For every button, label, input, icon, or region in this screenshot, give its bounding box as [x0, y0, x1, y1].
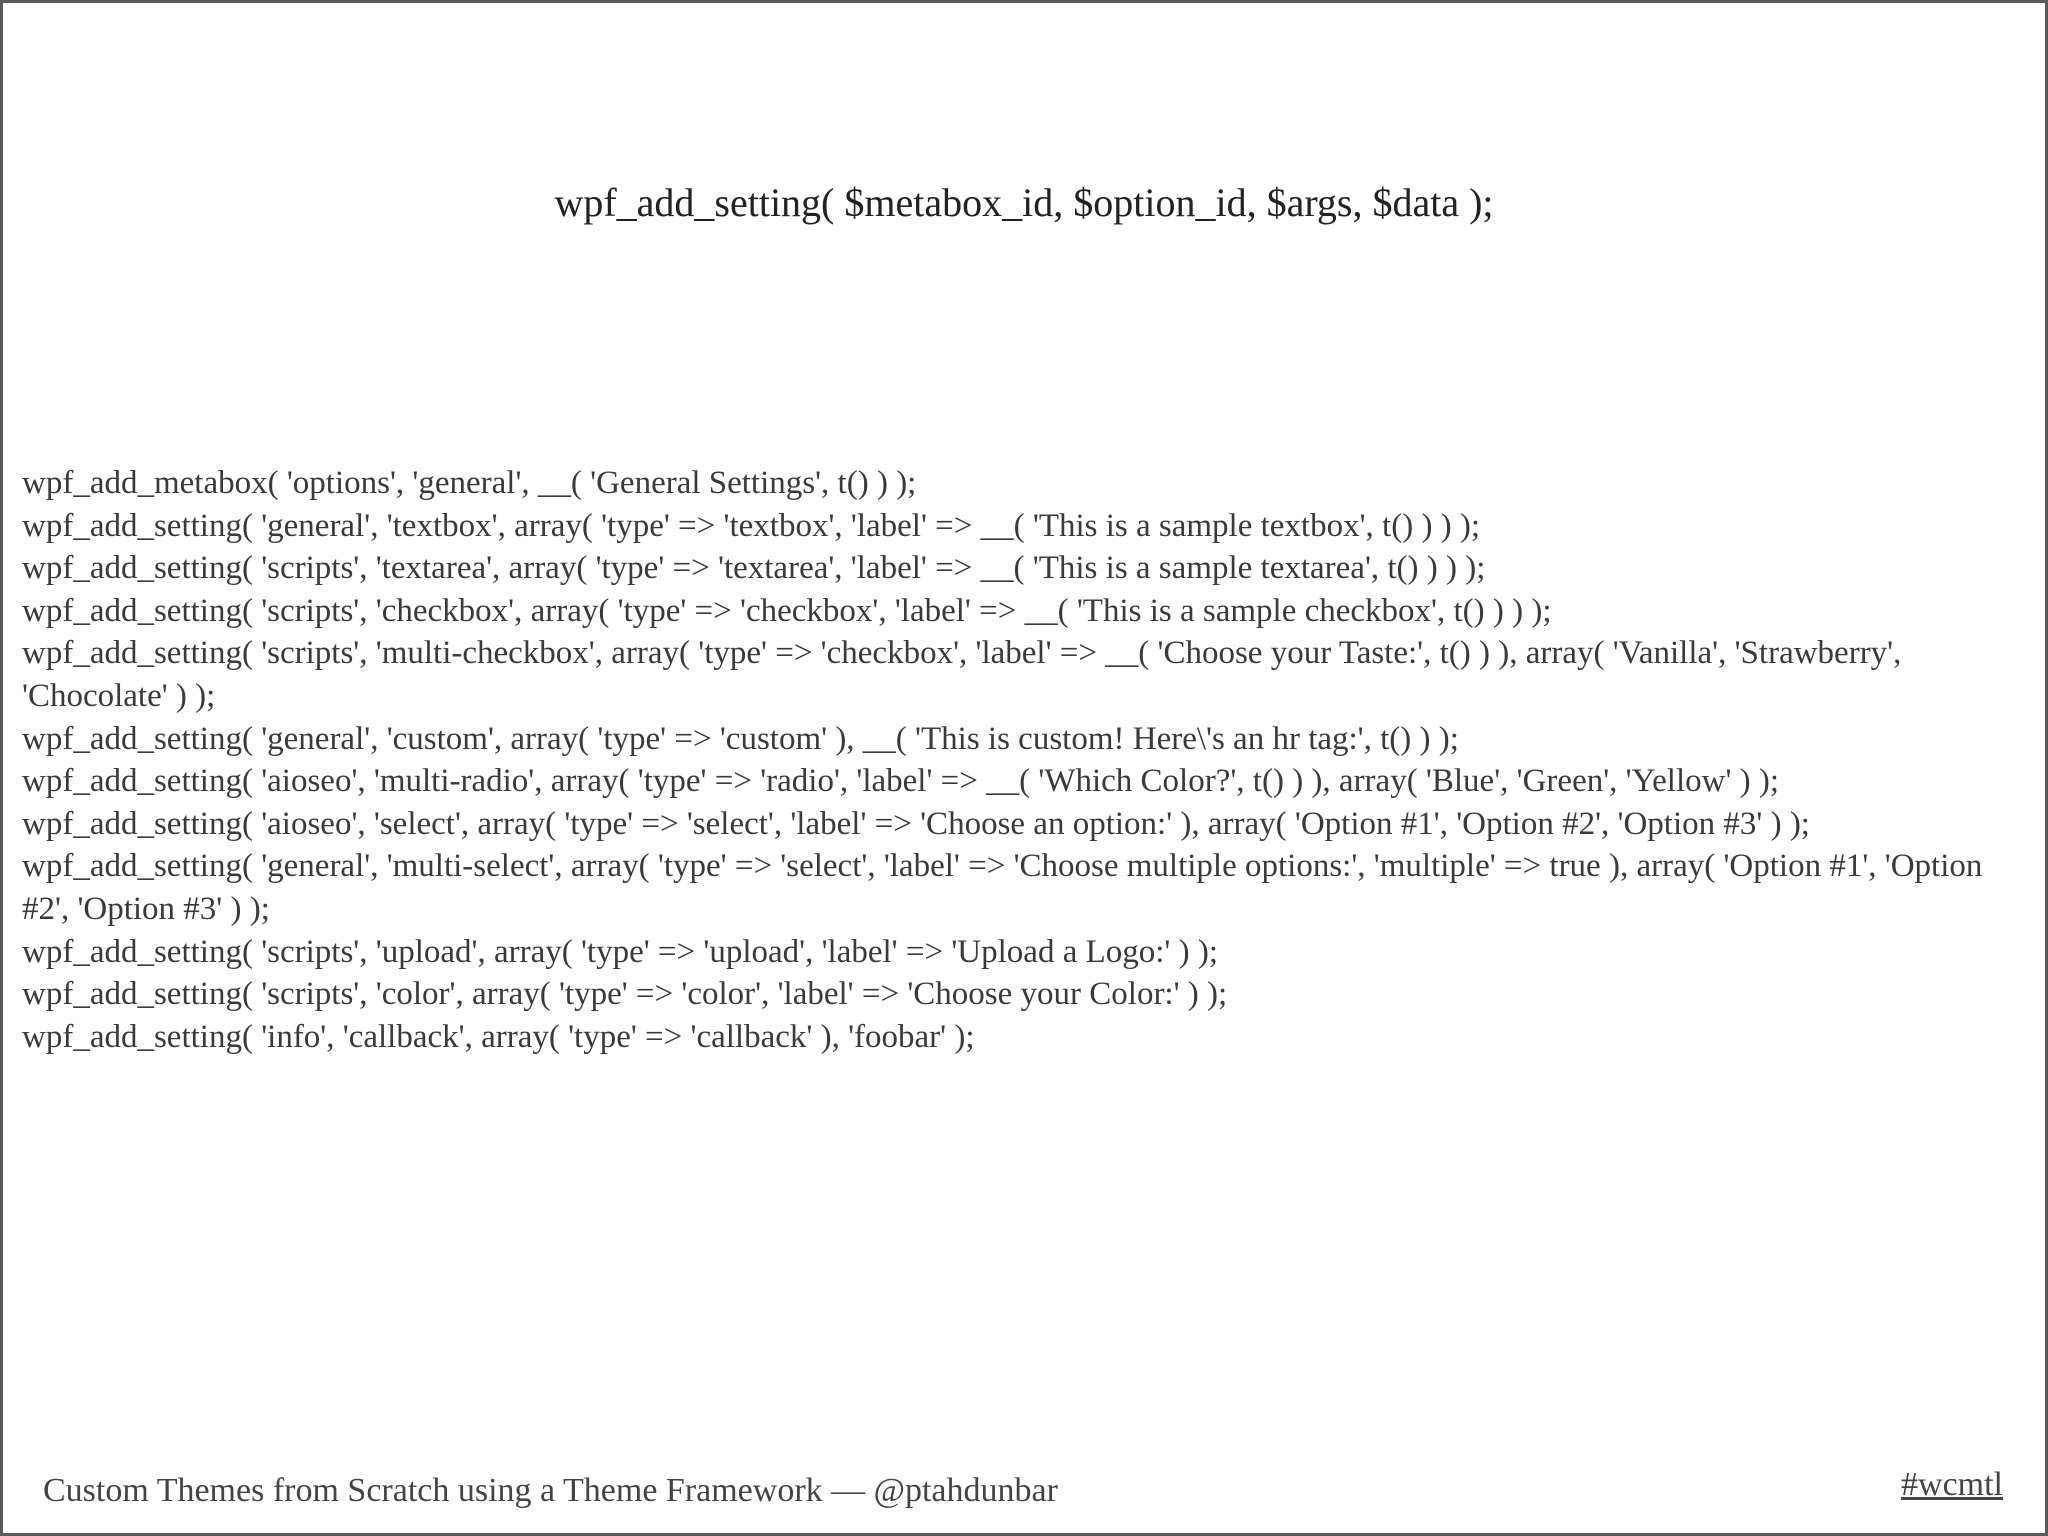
code-line: wpf_add_setting( 'general', 'custom', array( 'type' => 'custom' ), __( 'This is custom! Here\'s an hr tag:', t() ) ); — [22, 720, 1459, 757]
code-line: wpf_add_setting( 'aioseo', 'multi-radio', array( 'type' => 'radio', 'label' => __( 'Which Color?', t() ) ), array( 'Blue', 'Green', 'Yellow' ) ); — [22, 763, 1780, 800]
code-block — [22, 462, 2027, 1058]
footer-caption: Custom Themes from Scratch using a Theme Framework — @ptahdunbar — [43, 1472, 1058, 1509]
hashtag-link[interactable]: #wcmtl — [1901, 1466, 2003, 1503]
code-line: wpf_add_setting( 'general', 'multi-select', array( 'type' => 'select', 'label' => 'Choose multiple options:', 'multiple' => true ), array( 'Option #1', 'Option #2', 'Option #3' ) ); — [22, 848, 1983, 927]
code-line: wpf_add_setting( 'general', 'textbox', array( 'type' => 'textbox', 'label' => __( 'This is a sample textbox', t() ) ) ); — [22, 507, 1481, 544]
code-line: wpf_add_setting( 'scripts', 'textarea', array( 'type' => 'textarea', 'label' => __( 'This is a sample textarea', t() ) ) ); — [22, 550, 1486, 587]
code-line: wpf_add_setting( 'scripts', 'color', array( 'type' => 'color', 'label' => 'Choose your Color:' ) ); — [22, 976, 1228, 1013]
code-line: wpf_add_setting( 'scripts', 'upload', array( 'type' => 'upload', 'label' => 'Upload a Logo:' ) ); — [22, 933, 1219, 970]
code-line: wpf_add_setting( 'info', 'callback', array( 'type' => 'callback' ), 'foobar' ); — [22, 1018, 975, 1055]
slide-title: wpf_add_setting( $metabox_id, $option_id, $args, $data ); — [554, 180, 1494, 225]
code-line: wpf_add_setting( 'aioseo', 'select', array( 'type' => 'select', 'label' => 'Choose an option:' ), array( 'Option #1', 'Option #2', 'Option #3' ) ); — [22, 805, 1810, 842]
code-line: wpf_add_metabox( 'options', 'general', __( 'General Settings', t() ) ); — [22, 465, 917, 501]
code-line: wpf_add_setting( 'scripts', 'multi-checkbox', array( 'type' => 'checkbox', 'label' => __( 'Choose your Taste:', t() ) ), array( 'Vanilla', 'Strawberry', 'Chocolate' ) ); — [22, 635, 1902, 714]
code-line: wpf_add_setting( 'scripts', 'checkbox', array( 'type' => 'checkbox', 'label' => __( 'This is a sample checkbox', t() ) ) ); — [22, 592, 1552, 629]
